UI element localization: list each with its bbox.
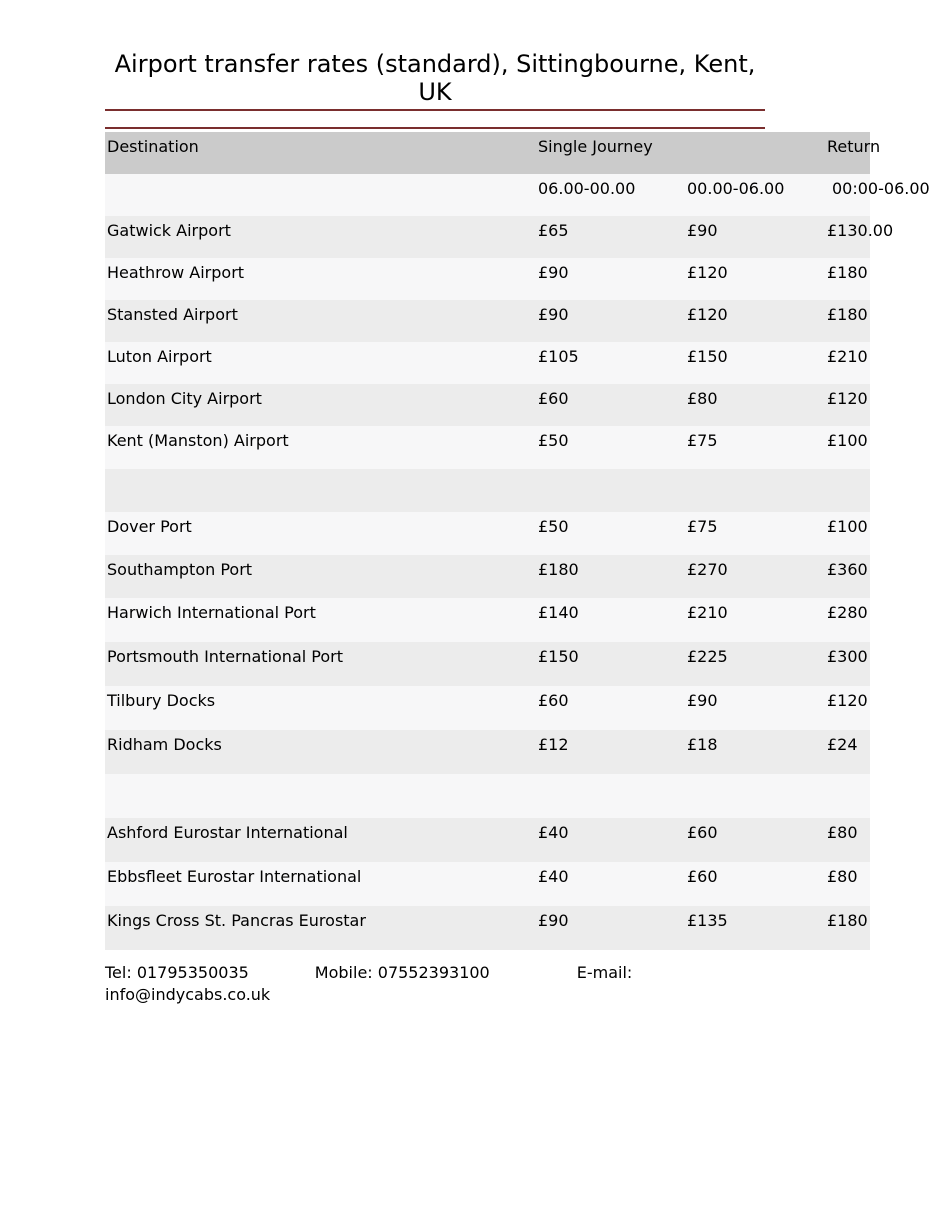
cell-single-day: £60 [538, 691, 569, 710]
table-row [105, 512, 870, 555]
cell-single-day: £180 [538, 560, 579, 579]
cell-destination: Kent (Manston) Airport [107, 431, 289, 450]
cell-single-day: £40 [538, 823, 569, 842]
header-return: Return [827, 137, 881, 156]
cell-return: £120 [827, 389, 868, 408]
cell-return: £280 [827, 603, 868, 622]
cell-single-night: £60 [687, 823, 718, 842]
header-destination: Destination [107, 137, 199, 156]
cell-single-night: £120 [687, 263, 728, 282]
cell-destination: Dover Port [107, 517, 192, 536]
cell-return: £80 [827, 823, 858, 842]
cell-return: £180 [827, 263, 868, 282]
cell-single-day: £90 [538, 305, 569, 324]
table-row [105, 686, 870, 730]
table-row [105, 555, 870, 598]
cell-destination: Kings Cross St. Pancras Eurostar [107, 911, 366, 930]
cell-single-night: £270 [687, 560, 728, 579]
cell-single-day: £12 [538, 735, 569, 754]
table-row [105, 730, 870, 774]
cell-single-day: £90 [538, 263, 569, 282]
cell-destination: London City Airport [107, 389, 262, 408]
cell-return: £180 [827, 911, 868, 930]
cell-single-night: £135 [687, 911, 728, 930]
table-row [105, 300, 870, 342]
cell-single-day: £40 [538, 867, 569, 886]
table-row [105, 384, 870, 426]
cell-single-day: £65 [538, 221, 569, 240]
table-subheader-row [105, 174, 930, 216]
cell-single-night: £18 [687, 735, 718, 754]
page-title: Airport transfer rates (standard), Sittingbourne, Kent, UK [114, 50, 756, 106]
cell-single-night: £75 [687, 517, 718, 536]
cell-return: £180 [827, 305, 868, 324]
title-rule-bottom [105, 127, 765, 129]
footer-email-label: E-mail: [576, 963, 633, 982]
table-row [105, 342, 870, 384]
table-header-row [105, 132, 881, 174]
contact-footer [105, 962, 665, 1006]
table-row [105, 258, 870, 300]
cell-single-night: £90 [687, 221, 718, 240]
cell-destination: Ridham Docks [107, 735, 222, 754]
rates-table [105, 132, 930, 950]
table-spacer-row [105, 469, 870, 512]
table-row [105, 862, 870, 906]
cell-single-night: £210 [687, 603, 728, 622]
cell-return: £130.00 [827, 221, 894, 240]
cell-return: £24 [827, 735, 858, 754]
cell-single-day: £150 [538, 647, 579, 666]
cell-return: £100 [827, 517, 868, 536]
cell-return: £100 [827, 431, 868, 450]
cell-destination: Southampton Port [107, 560, 253, 579]
cell-destination: Stansted Airport [107, 305, 238, 324]
cell-single-day: £140 [538, 603, 579, 622]
cell-single-day: £90 [538, 911, 569, 930]
cell-destination: Luton Airport [107, 347, 212, 366]
table-row [105, 598, 870, 642]
cell-destination: Portsmouth International Port [107, 647, 343, 666]
footer-mobile: Mobile: 07552393100 [314, 963, 490, 982]
cell-return: £210 [827, 347, 868, 366]
cell-single-day: £105 [538, 347, 579, 366]
cell-return: £120 [827, 691, 868, 710]
cell-destination: Ashford Eurostar International [107, 823, 348, 842]
subheader-single-night: 00.00-06.00 [687, 179, 785, 198]
table-body [105, 216, 894, 950]
cell-return: £300 [827, 647, 868, 666]
table-spacer-row [105, 774, 870, 818]
cell-destination: Heathrow Airport [107, 263, 245, 282]
cell-single-night: £90 [687, 691, 718, 710]
cell-destination: Harwich International Port [107, 603, 316, 622]
table-row [105, 642, 870, 686]
cell-single-night: £225 [687, 647, 728, 666]
cell-single-day: £60 [538, 389, 569, 408]
cell-single-night: £150 [687, 347, 728, 366]
header-single-journey: Single Journey [538, 137, 653, 156]
cell-return: £360 [827, 560, 868, 579]
cell-single-night: £75 [687, 431, 718, 450]
title-rule-top [105, 109, 765, 111]
footer-email: info@indycabs.co.uk [105, 985, 271, 1004]
table-row [105, 906, 870, 950]
cell-return: £80 [827, 867, 858, 886]
cell-single-day: £50 [538, 517, 569, 536]
footer-tel: Tel: 01795350035 [105, 963, 249, 982]
subheader-return-night: 00:00-06.00 [832, 179, 930, 198]
cell-single-night: £120 [687, 305, 728, 324]
table-row [105, 426, 870, 469]
subheader-single-day: 06.00-00.00 [538, 179, 636, 198]
cell-single-night: £80 [687, 389, 718, 408]
cell-destination: Gatwick Airport [107, 221, 231, 240]
table-row [105, 216, 894, 258]
cell-single-day: £50 [538, 431, 569, 450]
cell-single-night: £60 [687, 867, 718, 886]
cell-destination: Ebbsfleet Eurostar International [107, 867, 362, 886]
table-row [105, 818, 870, 862]
cell-destination: Tilbury Docks [107, 691, 216, 710]
